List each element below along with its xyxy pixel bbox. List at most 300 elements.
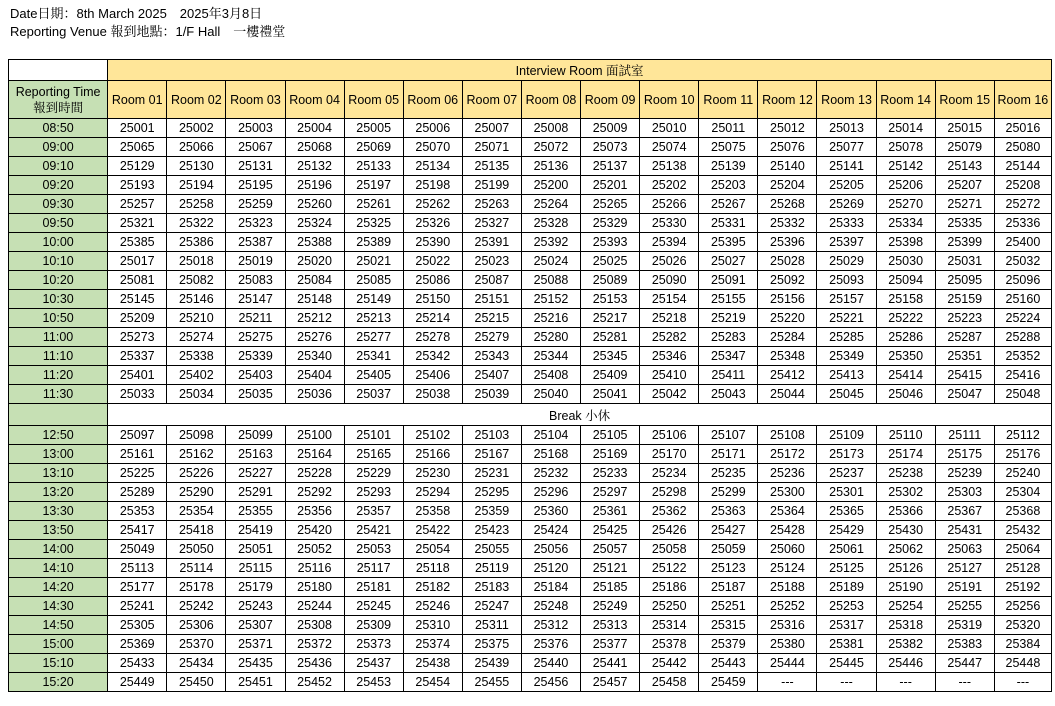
candidate-number-cell: 25405 — [344, 366, 403, 385]
candidate-number-cell: 25276 — [285, 328, 344, 347]
candidate-number-cell: 25202 — [640, 176, 699, 195]
candidate-number-cell: 25021 — [344, 252, 403, 271]
candidate-number-cell: 25308 — [285, 616, 344, 635]
candidate-number-cell: 25375 — [462, 635, 521, 654]
candidate-number-cell: 25039 — [462, 385, 521, 404]
candidate-number-cell: 25205 — [817, 176, 876, 195]
candidate-number-cell: --- — [994, 673, 1051, 692]
candidate-number-cell: 25016 — [994, 119, 1051, 138]
candidate-number-cell: 25425 — [581, 521, 640, 540]
candidate-number-cell: 25365 — [817, 502, 876, 521]
candidate-number-cell: 25428 — [758, 521, 817, 540]
candidate-number-cell: 25244 — [285, 597, 344, 616]
candidate-number-cell: 25036 — [285, 385, 344, 404]
table-row — [9, 347, 1052, 366]
candidate-number-cell: 25253 — [817, 597, 876, 616]
candidate-number-cell: 25057 — [581, 540, 640, 559]
candidate-number-cell: 25386 — [167, 233, 226, 252]
candidate-number-cell: 25199 — [462, 176, 521, 195]
candidate-number-cell: 25153 — [581, 290, 640, 309]
candidate-number-cell: 25054 — [403, 540, 462, 559]
candidate-number-cell: 25167 — [462, 445, 521, 464]
room-header: Room 08 — [521, 81, 580, 119]
corner-cell — [9, 60, 108, 81]
candidate-number-cell: 25251 — [699, 597, 758, 616]
candidate-number-cell: 25157 — [817, 290, 876, 309]
reporting-time-cell: 14:10 — [9, 559, 108, 578]
candidate-number-cell: 25201 — [581, 176, 640, 195]
candidate-number-cell: 25073 — [581, 138, 640, 157]
candidate-number-cell: 25359 — [462, 502, 521, 521]
candidate-number-cell: 25161 — [108, 445, 167, 464]
reporting-time-cell: 11:10 — [9, 347, 108, 366]
candidate-number-cell: 25143 — [935, 157, 994, 176]
candidate-number-cell: 25152 — [521, 290, 580, 309]
candidate-number-cell: 25372 — [285, 635, 344, 654]
candidate-number-cell: 25402 — [167, 366, 226, 385]
table-row — [9, 559, 1052, 578]
candidate-number-cell: 25230 — [403, 464, 462, 483]
candidate-number-cell: 25010 — [640, 119, 699, 138]
candidate-number-cell: 25277 — [344, 328, 403, 347]
candidate-number-cell: 25012 — [758, 119, 817, 138]
candidate-number-cell: 25141 — [817, 157, 876, 176]
reporting-time-cell: 14:00 — [9, 540, 108, 559]
candidate-number-cell: 25101 — [344, 426, 403, 445]
candidate-number-cell: 25097 — [108, 426, 167, 445]
room-header: Room 13 — [817, 81, 876, 119]
candidate-number-cell: 25243 — [226, 597, 285, 616]
candidate-number-cell: 25331 — [699, 214, 758, 233]
candidate-number-cell: 25297 — [581, 483, 640, 502]
candidate-number-cell: 25087 — [462, 271, 521, 290]
candidate-number-cell: 25329 — [581, 214, 640, 233]
candidate-number-cell: 25065 — [108, 138, 167, 157]
reporting-time-cell: 15:00 — [9, 635, 108, 654]
candidate-number-cell: 25019 — [226, 252, 285, 271]
reporting-time-cell: 09:30 — [9, 195, 108, 214]
candidate-number-cell: 25242 — [167, 597, 226, 616]
candidate-number-cell: 25343 — [462, 347, 521, 366]
table-row — [9, 483, 1052, 502]
date-line: Date日期：8th March 2025 2025年3月8日 — [10, 6, 263, 21]
candidate-number-cell: 25102 — [403, 426, 462, 445]
candidate-number-cell: 25305 — [108, 616, 167, 635]
table-row — [9, 176, 1052, 195]
candidate-number-cell: 25239 — [935, 464, 994, 483]
candidate-number-cell: 25003 — [226, 119, 285, 138]
candidate-number-cell: 25361 — [581, 502, 640, 521]
candidate-number-cell: 25131 — [226, 157, 285, 176]
candidate-number-cell: 25135 — [462, 157, 521, 176]
candidate-number-cell: 25002 — [167, 119, 226, 138]
candidate-number-cell: 25421 — [344, 521, 403, 540]
candidate-number-cell: 25118 — [403, 559, 462, 578]
candidate-number-cell: 25009 — [581, 119, 640, 138]
candidate-number-cell: 25262 — [403, 195, 462, 214]
candidate-number-cell: 25083 — [226, 271, 285, 290]
candidate-number-cell: 25438 — [403, 654, 462, 673]
candidate-number-cell: 25159 — [935, 290, 994, 309]
candidate-number-cell: 25214 — [403, 309, 462, 328]
candidate-number-cell: 25171 — [699, 445, 758, 464]
candidate-number-cell: 25240 — [994, 464, 1051, 483]
candidate-number-cell: 25053 — [344, 540, 403, 559]
candidate-number-cell: 25454 — [403, 673, 462, 692]
break-label: Break 小休 — [108, 404, 1052, 426]
candidate-number-cell: 25198 — [403, 176, 462, 195]
break-time-cell — [9, 404, 108, 426]
candidate-number-cell: 25032 — [994, 252, 1051, 271]
table-row — [9, 233, 1052, 252]
candidate-number-cell: 25173 — [817, 445, 876, 464]
candidate-number-cell: 25385 — [108, 233, 167, 252]
candidate-number-cell: 25429 — [817, 521, 876, 540]
candidate-number-cell: 25086 — [403, 271, 462, 290]
candidate-number-cell: 25322 — [167, 214, 226, 233]
room-header: Room 10 — [640, 81, 699, 119]
candidate-number-cell: 25383 — [935, 635, 994, 654]
table-row — [9, 309, 1052, 328]
candidate-number-cell: 25315 — [699, 616, 758, 635]
candidate-number-cell: 25258 — [167, 195, 226, 214]
room-header: Room 02 — [167, 81, 226, 119]
candidate-number-cell: 25296 — [521, 483, 580, 502]
candidate-number-cell: 25275 — [226, 328, 285, 347]
candidate-number-cell: 25362 — [640, 502, 699, 521]
table-row — [9, 502, 1052, 521]
candidate-number-cell: 25125 — [817, 559, 876, 578]
candidate-number-cell: 25182 — [403, 578, 462, 597]
table-row — [9, 597, 1052, 616]
candidate-number-cell: 25144 — [994, 157, 1051, 176]
candidate-number-cell: 25356 — [285, 502, 344, 521]
candidate-number-cell: 25108 — [758, 426, 817, 445]
candidate-number-cell: 25415 — [935, 366, 994, 385]
candidate-number-cell: 25219 — [699, 309, 758, 328]
candidate-number-cell: 25388 — [285, 233, 344, 252]
reporting-time-cell: 09:20 — [9, 176, 108, 195]
candidate-number-cell: 25384 — [994, 635, 1051, 654]
candidate-number-cell: 25093 — [817, 271, 876, 290]
candidate-number-cell: 25122 — [640, 559, 699, 578]
candidate-number-cell: 25191 — [935, 578, 994, 597]
candidate-number-cell: 25294 — [403, 483, 462, 502]
reporting-time-cell: 10:20 — [9, 271, 108, 290]
candidate-number-cell: 25298 — [640, 483, 699, 502]
candidate-number-cell: 25183 — [462, 578, 521, 597]
candidate-number-cell: 25381 — [817, 635, 876, 654]
table-row — [9, 578, 1052, 597]
candidate-number-cell: 25269 — [817, 195, 876, 214]
candidate-number-cell: 25146 — [167, 290, 226, 309]
candidate-number-cell: 25210 — [167, 309, 226, 328]
candidate-number-cell: 25117 — [344, 559, 403, 578]
candidate-number-cell: 25041 — [581, 385, 640, 404]
candidate-number-cell: 25342 — [403, 347, 462, 366]
room-header: Room 12 — [758, 81, 817, 119]
candidate-number-cell: 25311 — [462, 616, 521, 635]
candidate-number-cell: 25069 — [344, 138, 403, 157]
reporting-time-cell: 12:50 — [9, 426, 108, 445]
candidate-number-cell: 25352 — [994, 347, 1051, 366]
room-header: Room 04 — [285, 81, 344, 119]
candidate-number-cell: 25347 — [699, 347, 758, 366]
candidate-number-cell: 25181 — [344, 578, 403, 597]
table-row — [9, 252, 1052, 271]
candidate-number-cell: 25227 — [226, 464, 285, 483]
candidate-number-cell: 25426 — [640, 521, 699, 540]
candidate-number-cell: 25051 — [226, 540, 285, 559]
candidate-number-cell: 25280 — [521, 328, 580, 347]
candidate-number-cell: 25353 — [108, 502, 167, 521]
candidate-number-cell: 25107 — [699, 426, 758, 445]
candidate-number-cell: 25261 — [344, 195, 403, 214]
candidate-number-cell: 25207 — [935, 176, 994, 195]
candidate-number-cell: 25196 — [285, 176, 344, 195]
candidate-number-cell: 25098 — [167, 426, 226, 445]
reporting-time-cell: 13:30 — [9, 502, 108, 521]
candidate-number-cell: 25382 — [876, 635, 935, 654]
candidate-number-cell: 25376 — [521, 635, 580, 654]
candidate-number-cell: 25233 — [581, 464, 640, 483]
candidate-number-cell: 25271 — [935, 195, 994, 214]
candidate-number-cell: 25064 — [994, 540, 1051, 559]
candidate-number-cell: 25299 — [699, 483, 758, 502]
reporting-time-cell: 11:20 — [9, 366, 108, 385]
candidate-number-cell: 25257 — [108, 195, 167, 214]
candidate-number-cell: 25082 — [167, 271, 226, 290]
candidate-number-cell: 25120 — [521, 559, 580, 578]
candidate-number-cell: 25284 — [758, 328, 817, 347]
reporting-time-cell: 09:10 — [9, 157, 108, 176]
candidate-number-cell: 25213 — [344, 309, 403, 328]
candidate-number-cell: 25013 — [817, 119, 876, 138]
candidate-number-cell: 25264 — [521, 195, 580, 214]
candidate-number-cell: 25147 — [226, 290, 285, 309]
group-title: Interview Room 面試室 — [108, 60, 1052, 81]
candidate-number-cell: 25279 — [462, 328, 521, 347]
candidate-number-cell: 25458 — [640, 673, 699, 692]
candidate-number-cell: 25301 — [817, 483, 876, 502]
candidate-number-cell: 25084 — [285, 271, 344, 290]
candidate-number-cell: 25289 — [108, 483, 167, 502]
candidate-number-cell: 25056 — [521, 540, 580, 559]
candidate-number-cell: 25442 — [640, 654, 699, 673]
candidate-number-cell: 25286 — [876, 328, 935, 347]
candidate-number-cell: 25212 — [285, 309, 344, 328]
reporting-time-cell: 10:30 — [9, 290, 108, 309]
reporting-time-cell: 14:50 — [9, 616, 108, 635]
candidate-number-cell: 25063 — [935, 540, 994, 559]
candidate-number-cell: 25424 — [521, 521, 580, 540]
candidate-number-cell: 25357 — [344, 502, 403, 521]
candidate-number-cell: 25339 — [226, 347, 285, 366]
candidate-number-cell: 25272 — [994, 195, 1051, 214]
table-row — [9, 635, 1052, 654]
candidate-number-cell: 25290 — [167, 483, 226, 502]
candidate-number-cell: 25007 — [462, 119, 521, 138]
candidate-number-cell: 25020 — [285, 252, 344, 271]
candidate-number-cell: 25100 — [285, 426, 344, 445]
candidate-number-cell: 25055 — [462, 540, 521, 559]
candidate-number-cell: 25443 — [699, 654, 758, 673]
candidate-number-cell: 25387 — [226, 233, 285, 252]
candidate-number-cell: 25044 — [758, 385, 817, 404]
candidate-number-cell: 25265 — [581, 195, 640, 214]
room-header: Room 16 — [994, 81, 1051, 119]
candidate-number-cell: 25129 — [108, 157, 167, 176]
candidate-number-cell: 25231 — [462, 464, 521, 483]
candidate-number-cell: 25052 — [285, 540, 344, 559]
candidate-number-cell: 25318 — [876, 616, 935, 635]
table-row — [9, 521, 1052, 540]
candidate-number-cell: 25350 — [876, 347, 935, 366]
candidate-number-cell: 25411 — [699, 366, 758, 385]
candidate-number-cell: 25456 — [521, 673, 580, 692]
reporting-time-cell: 15:10 — [9, 654, 108, 673]
candidate-number-cell: 25162 — [167, 445, 226, 464]
candidate-number-cell: 25422 — [403, 521, 462, 540]
candidate-number-cell: 25354 — [167, 502, 226, 521]
reporting-time-cell: 11:00 — [9, 328, 108, 347]
candidate-number-cell: 25040 — [521, 385, 580, 404]
table-row — [9, 157, 1052, 176]
reporting-time-cell: 08:50 — [9, 119, 108, 138]
candidate-number-cell: 25351 — [935, 347, 994, 366]
candidate-number-cell: 25104 — [521, 426, 580, 445]
candidate-number-cell: 25185 — [581, 578, 640, 597]
candidate-number-cell: 25072 — [521, 138, 580, 157]
candidate-number-cell: 25172 — [758, 445, 817, 464]
candidate-number-cell: 25432 — [994, 521, 1051, 540]
candidate-number-cell: 25434 — [167, 654, 226, 673]
room-header: Room 15 — [935, 81, 994, 119]
candidate-number-cell: 25049 — [108, 540, 167, 559]
candidate-number-cell: 25317 — [817, 616, 876, 635]
candidate-number-cell: 25332 — [758, 214, 817, 233]
table-row — [9, 445, 1052, 464]
candidate-number-cell: 25105 — [581, 426, 640, 445]
candidate-number-cell: 25014 — [876, 119, 935, 138]
interview-schedule-table — [8, 59, 1052, 692]
candidate-number-cell: 25447 — [935, 654, 994, 673]
candidate-number-cell: 25407 — [462, 366, 521, 385]
candidate-number-cell: 25164 — [285, 445, 344, 464]
candidate-number-cell: 25081 — [108, 271, 167, 290]
candidate-number-cell: 25226 — [167, 464, 226, 483]
table-row — [9, 195, 1052, 214]
table-row — [9, 464, 1052, 483]
candidate-number-cell: 25217 — [581, 309, 640, 328]
candidate-number-cell: 25124 — [758, 559, 817, 578]
room-header: Room 01 — [108, 81, 167, 119]
candidate-number-cell: 25427 — [699, 521, 758, 540]
candidate-number-cell: 25076 — [758, 138, 817, 157]
candidate-number-cell: 25278 — [403, 328, 462, 347]
candidate-number-cell: 25034 — [167, 385, 226, 404]
candidate-number-cell: 25420 — [285, 521, 344, 540]
candidate-number-cell: 25136 — [521, 157, 580, 176]
candidate-number-cell: 25112 — [994, 426, 1051, 445]
candidate-number-cell: 25134 — [403, 157, 462, 176]
candidate-number-cell: 25158 — [876, 290, 935, 309]
candidate-number-cell: 25380 — [758, 635, 817, 654]
candidate-number-cell: 25314 — [640, 616, 699, 635]
candidate-number-cell: 25399 — [935, 233, 994, 252]
candidate-number-cell: 25075 — [699, 138, 758, 157]
candidate-number-cell: 25237 — [817, 464, 876, 483]
candidate-number-cell: 25209 — [108, 309, 167, 328]
candidate-number-cell: 25446 — [876, 654, 935, 673]
candidate-number-cell: 25394 — [640, 233, 699, 252]
table-row — [9, 119, 1052, 138]
candidate-number-cell: 25235 — [699, 464, 758, 483]
candidate-number-cell: 25310 — [403, 616, 462, 635]
candidate-number-cell: 25419 — [226, 521, 285, 540]
candidate-number-cell: 25248 — [521, 597, 580, 616]
reporting-time-cell: 14:30 — [9, 597, 108, 616]
candidate-number-cell: 25334 — [876, 214, 935, 233]
candidate-number-cell: 25321 — [108, 214, 167, 233]
candidate-number-cell: 25292 — [285, 483, 344, 502]
candidate-number-cell: 25165 — [344, 445, 403, 464]
candidate-number-cell: 25008 — [521, 119, 580, 138]
candidate-number-cell: 25439 — [462, 654, 521, 673]
candidate-number-cell: 25414 — [876, 366, 935, 385]
candidate-number-cell: 25373 — [344, 635, 403, 654]
candidate-number-cell: 25139 — [699, 157, 758, 176]
candidate-number-cell: 25323 — [226, 214, 285, 233]
candidate-number-cell: 25374 — [403, 635, 462, 654]
candidate-number-cell: 25449 — [108, 673, 167, 692]
candidate-number-cell: --- — [876, 673, 935, 692]
candidate-number-cell: 25267 — [699, 195, 758, 214]
candidate-number-cell: 25218 — [640, 309, 699, 328]
candidate-number-cell: 25364 — [758, 502, 817, 521]
candidate-number-cell: --- — [935, 673, 994, 692]
candidate-number-cell: 25416 — [994, 366, 1051, 385]
candidate-number-cell: 25176 — [994, 445, 1051, 464]
candidate-number-cell: 25174 — [876, 445, 935, 464]
candidate-number-cell: 25137 — [581, 157, 640, 176]
candidate-number-cell: 25307 — [226, 616, 285, 635]
candidate-number-cell: 25060 — [758, 540, 817, 559]
candidate-number-cell: 25080 — [994, 138, 1051, 157]
candidate-number-cell: 25448 — [994, 654, 1051, 673]
candidate-number-cell: 25366 — [876, 502, 935, 521]
candidate-number-cell: 25378 — [640, 635, 699, 654]
table-row — [9, 290, 1052, 309]
candidate-number-cell: 25096 — [994, 271, 1051, 290]
candidate-number-cell: 25282 — [640, 328, 699, 347]
reporting-time-cell: 09:00 — [9, 138, 108, 157]
candidate-number-cell: 25061 — [817, 540, 876, 559]
candidate-number-cell: 25444 — [758, 654, 817, 673]
candidate-number-cell: 25058 — [640, 540, 699, 559]
candidate-number-cell: 25018 — [167, 252, 226, 271]
candidate-number-cell: 25457 — [581, 673, 640, 692]
candidate-number-cell: 25132 — [285, 157, 344, 176]
room-header: Room 14 — [876, 81, 935, 119]
candidate-number-cell: 25238 — [876, 464, 935, 483]
candidate-number-cell: 25197 — [344, 176, 403, 195]
candidate-number-cell: 25156 — [758, 290, 817, 309]
table-row — [9, 426, 1052, 445]
candidate-number-cell: 25043 — [699, 385, 758, 404]
candidate-number-cell: 25206 — [876, 176, 935, 195]
candidate-number-cell: 25015 — [935, 119, 994, 138]
